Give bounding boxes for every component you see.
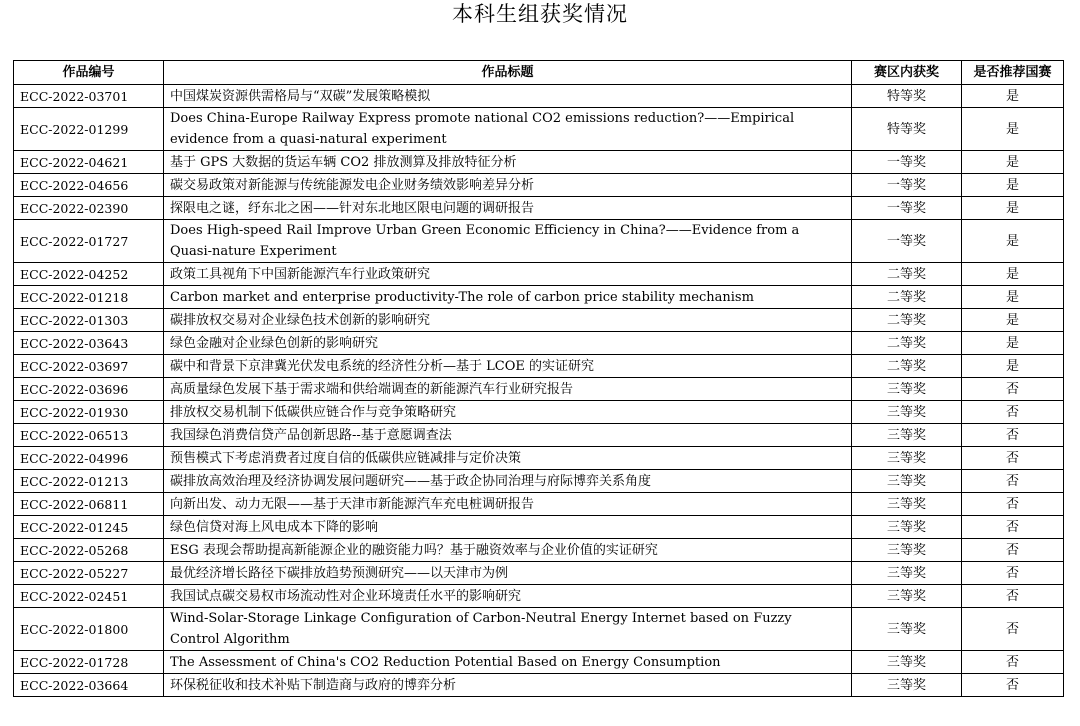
entry-id: ECC-2022-06513 bbox=[14, 424, 164, 447]
entry-award: 一等奖 bbox=[852, 151, 962, 174]
table-row bbox=[14, 608, 1064, 651]
entry-id: ECC-2022-01299 bbox=[14, 108, 164, 151]
entry-recommend: 否 bbox=[962, 608, 1064, 651]
entry-award: 二等奖 bbox=[852, 355, 962, 378]
table-row bbox=[14, 447, 1064, 470]
entry-title: 排放权交易机制下低碳供应链合作与竞争策略研究 bbox=[164, 401, 852, 424]
entry-award: 三等奖 bbox=[852, 424, 962, 447]
entry-title: 碳排放权交易对企业绿色技术创新的影响研究 bbox=[164, 309, 852, 332]
table-row bbox=[14, 516, 1064, 539]
table-row bbox=[14, 108, 1064, 151]
entry-recommend: 是 bbox=[962, 332, 1064, 355]
entry-title: 碳交易政策对新能源与传统能源发电企业财务绩效影响差异分析 bbox=[164, 174, 852, 197]
entry-title: 高质量绿色发展下基于需求端和供给端调查的新能源汽车行业研究报告 bbox=[164, 378, 852, 401]
entry-title: 绿色信贷对海上风电成本下降的影响 bbox=[164, 516, 852, 539]
entry-id: ECC-2022-03696 bbox=[14, 378, 164, 401]
entry-id: ECC-2022-05268 bbox=[14, 539, 164, 562]
entry-title: 政策工具视角下中国新能源汽车行业政策研究 bbox=[164, 263, 852, 286]
entry-title: 环保税征收和技术补贴下制造商与政府的博弈分析 bbox=[164, 674, 852, 697]
entry-recommend: 否 bbox=[962, 651, 1064, 674]
entry-award: 特等奖 bbox=[852, 85, 962, 108]
entry-recommend: 是 bbox=[962, 220, 1064, 263]
entry-id: ECC-2022-01728 bbox=[14, 651, 164, 674]
column-header-id: 作品编号 bbox=[14, 61, 164, 85]
entry-recommend: 否 bbox=[962, 562, 1064, 585]
entry-recommend: 否 bbox=[962, 378, 1064, 401]
entry-title: The Assessment of China's CO2 Reduction Potential Based on Energy Consumption bbox=[164, 651, 852, 674]
entry-award: 三等奖 bbox=[852, 401, 962, 424]
entry-id: ECC-2022-01245 bbox=[14, 516, 164, 539]
table-row bbox=[14, 332, 1064, 355]
entry-id: ECC-2022-01800 bbox=[14, 608, 164, 651]
column-header-title: 作品标题 bbox=[164, 61, 852, 85]
table-row bbox=[14, 174, 1064, 197]
entry-recommend: 是 bbox=[962, 286, 1064, 309]
entry-id: ECC-2022-04621 bbox=[14, 151, 164, 174]
entry-recommend: 是 bbox=[962, 309, 1064, 332]
entry-title: 基于 GPS 大数据的货运车辆 CO2 排放测算及排放特征分析 bbox=[164, 151, 852, 174]
entry-title: 我国绿色消费信贷产品创新思路--基于意愿调查法 bbox=[164, 424, 852, 447]
table-row bbox=[14, 309, 1064, 332]
table-row bbox=[14, 197, 1064, 220]
entry-id: ECC-2022-05227 bbox=[14, 562, 164, 585]
entry-award: 三等奖 bbox=[852, 674, 962, 697]
entry-id: ECC-2022-01727 bbox=[14, 220, 164, 263]
entry-award: 三等奖 bbox=[852, 447, 962, 470]
entry-id: ECC-2022-03664 bbox=[14, 674, 164, 697]
awards-table bbox=[13, 60, 1064, 697]
entry-title: 中国煤炭资源供需格局与“双碳”发展策略模拟 bbox=[164, 85, 852, 108]
table-row bbox=[14, 651, 1064, 674]
table-row bbox=[14, 585, 1064, 608]
entry-title: 探限电之谜，纾东北之困——针对东北地区限电问题的调研报告 bbox=[164, 197, 852, 220]
entry-award: 三等奖 bbox=[852, 562, 962, 585]
table-row bbox=[14, 220, 1064, 263]
entry-recommend: 否 bbox=[962, 447, 1064, 470]
entry-recommend: 否 bbox=[962, 401, 1064, 424]
entry-award: 特等奖 bbox=[852, 108, 962, 151]
table-row bbox=[14, 263, 1064, 286]
table-row bbox=[14, 424, 1064, 447]
page-title: 本科生组获奖情况 bbox=[452, 2, 628, 26]
entry-award: 二等奖 bbox=[852, 309, 962, 332]
entry-award: 三等奖 bbox=[852, 493, 962, 516]
entry-award: 三等奖 bbox=[852, 470, 962, 493]
entry-title: 碳排放高效治理及经济协调发展问题研究——基于政企协同治理与府际博弈关系角度 bbox=[164, 470, 852, 493]
entry-recommend: 是 bbox=[962, 355, 1064, 378]
entry-title: Wind-Solar-Storage Linkage Configuration of Carbon-Neutral Energy Internet based on Fuzzy Control Algorithm bbox=[164, 608, 852, 651]
entry-recommend: 否 bbox=[962, 516, 1064, 539]
entry-title: 向新出发、动力无限——基于天津市新能源汽车充电桩调研报告 bbox=[164, 493, 852, 516]
entry-recommend: 否 bbox=[962, 470, 1064, 493]
table-row bbox=[14, 286, 1064, 309]
entry-award: 三等奖 bbox=[852, 651, 962, 674]
table-header-row bbox=[14, 61, 1064, 85]
entry-award: 二等奖 bbox=[852, 263, 962, 286]
entry-recommend: 是 bbox=[962, 174, 1064, 197]
entry-award: 一等奖 bbox=[852, 220, 962, 263]
entry-title: Carbon market and enterprise productivity-The role of carbon price stability mechanism bbox=[164, 286, 852, 309]
entry-id: ECC-2022-01303 bbox=[14, 309, 164, 332]
entry-recommend: 是 bbox=[962, 197, 1064, 220]
table-row bbox=[14, 470, 1064, 493]
entry-id: ECC-2022-03643 bbox=[14, 332, 164, 355]
entry-recommend: 否 bbox=[962, 674, 1064, 697]
entry-id: ECC-2022-02390 bbox=[14, 197, 164, 220]
column-header-recommend: 是否推荐国赛 bbox=[962, 61, 1064, 85]
entry-id: ECC-2022-01218 bbox=[14, 286, 164, 309]
entry-id: ECC-2022-01930 bbox=[14, 401, 164, 424]
entry-title: 绿色金融对企业绿色创新的影响研究 bbox=[164, 332, 852, 355]
entry-id: ECC-2022-03701 bbox=[14, 85, 164, 108]
entry-award: 一等奖 bbox=[852, 197, 962, 220]
entry-recommend: 否 bbox=[962, 493, 1064, 516]
entry-award: 三等奖 bbox=[852, 585, 962, 608]
table-row bbox=[14, 562, 1064, 585]
table-row bbox=[14, 493, 1064, 516]
entry-award: 二等奖 bbox=[852, 286, 962, 309]
entry-recommend: 是 bbox=[962, 151, 1064, 174]
entry-award: 二等奖 bbox=[852, 332, 962, 355]
entry-id: ECC-2022-02451 bbox=[14, 585, 164, 608]
entry-id: ECC-2022-04252 bbox=[14, 263, 164, 286]
entry-title: ESG 表现会帮助提高新能源企业的融资能力吗？基于融资效率与企业价值的实证研究 bbox=[164, 539, 852, 562]
entry-id: ECC-2022-03697 bbox=[14, 355, 164, 378]
table-row bbox=[14, 355, 1064, 378]
entry-id: ECC-2022-06811 bbox=[14, 493, 164, 516]
entry-title: 预售模式下考虑消费者过度自信的低碳供应链减排与定价决策 bbox=[164, 447, 852, 470]
table-row bbox=[14, 151, 1064, 174]
table-row bbox=[14, 85, 1064, 108]
entry-recommend: 否 bbox=[962, 424, 1064, 447]
entry-title: Does High-speed Rail Improve Urban Green Economic Efficiency in China?——Evidence from a Quasi-nature Experiment bbox=[164, 220, 852, 263]
column-header-award: 赛区内获奖 bbox=[852, 61, 962, 85]
entry-award: 三等奖 bbox=[852, 516, 962, 539]
table-row bbox=[14, 378, 1064, 401]
entry-title: 最优经济增长路径下碳排放趋势预测研究——以天津市为例 bbox=[164, 562, 852, 585]
entry-id: ECC-2022-04656 bbox=[14, 174, 164, 197]
entry-id: ECC-2022-04996 bbox=[14, 447, 164, 470]
entry-award: 一等奖 bbox=[852, 174, 962, 197]
entry-title: 我国试点碳交易权市场流动性对企业环境责任水平的影响研究 bbox=[164, 585, 852, 608]
entry-recommend: 是 bbox=[962, 108, 1064, 151]
entry-recommend: 是 bbox=[962, 263, 1064, 286]
table-row bbox=[14, 401, 1064, 424]
entry-title: Does China-Europe Railway Express promote national CO2 emissions reduction?——Empirical evidence from a quasi-natural experiment bbox=[164, 108, 852, 151]
entry-recommend: 是 bbox=[962, 85, 1064, 108]
entry-recommend: 否 bbox=[962, 585, 1064, 608]
entry-title: 碳中和背景下京津冀光伏发电系统的经济性分析—基于 LCOE 的实证研究 bbox=[164, 355, 852, 378]
entry-award: 三等奖 bbox=[852, 378, 962, 401]
entry-award: 三等奖 bbox=[852, 608, 962, 651]
table-row bbox=[14, 674, 1064, 697]
entry-recommend: 否 bbox=[962, 539, 1064, 562]
entry-id: ECC-2022-01213 bbox=[14, 470, 164, 493]
entry-award: 三等奖 bbox=[852, 539, 962, 562]
table-row bbox=[14, 539, 1064, 562]
